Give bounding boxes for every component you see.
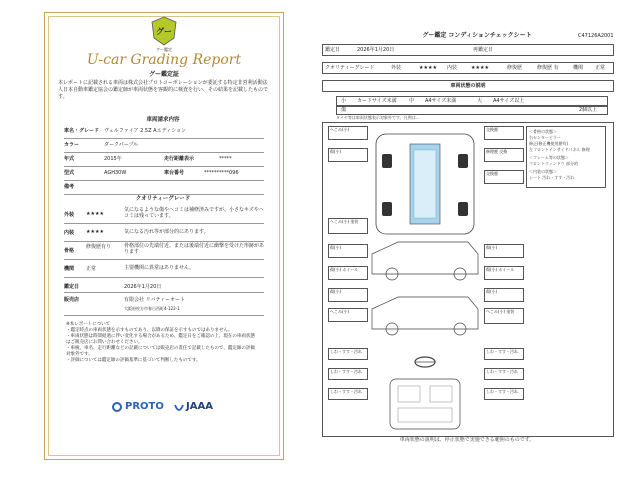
damage-tag: へこみ(小) 塗装 xyxy=(484,308,524,324)
scratch-label: 傷 xyxy=(341,107,347,113)
note-item: ・評価については鑑定師の評価基準に基づいて判断したものです。 xyxy=(66,358,201,363)
quality-row xyxy=(64,242,264,260)
quality-row xyxy=(64,206,264,224)
damage-tag: しわ・すす・汚れ xyxy=(328,368,368,380)
grade-key: 内装 xyxy=(447,65,458,71)
quality-label: 機関 xyxy=(64,266,75,272)
vehicle-row-label: 車名・グレード xyxy=(64,128,100,134)
quality-desc: 骨格部位の先端付近、または後端付近に衝撃を受けた形跡があります xyxy=(124,243,265,255)
legend-line: 左フロントインサイドパネル 修理 xyxy=(529,147,590,152)
vehicle-table xyxy=(64,125,264,195)
damage-tag: 傷(小) ホイール xyxy=(328,266,368,280)
issue-date-row xyxy=(64,280,264,293)
damage-tag: 交換歴 xyxy=(484,126,524,140)
vehicle-row xyxy=(64,125,264,139)
grading-certificate xyxy=(44,12,284,460)
damage-tag: しわ・すす・汚れ xyxy=(484,348,524,360)
size-mid: 中 xyxy=(409,98,415,104)
note-item: ・鑑定時点の車両状態を示すものであり、以降の保証を示すものではありません。 xyxy=(66,328,233,333)
vehicle-row-label: 備考 xyxy=(64,184,75,190)
size-large: 大 xyxy=(477,98,483,104)
legend-line: フロントウィンドウ 部分的 xyxy=(529,161,579,166)
quality-desc: 気になるような傷やヘコミは補修済みですが、小さなキズやヘコミは残っています。 xyxy=(124,207,264,219)
issue-date-label: 鑑定日 xyxy=(64,284,80,290)
damage-tag: へこみ(小) xyxy=(328,308,368,322)
size-mid-desc: A4サイズ未満 xyxy=(425,98,457,104)
brand-logos xyxy=(112,398,222,418)
car-diagram-icon xyxy=(368,124,482,434)
damage-tag: 傷(小) xyxy=(328,288,368,302)
grade-key: 機関 xyxy=(573,65,584,71)
sheet-footer: 車両状態の説明は、停止状態で実施できる範囲のものです。 xyxy=(399,437,535,443)
damage-tag: しわ・すす・汚れ xyxy=(484,388,524,400)
grade-value: 修復歴 有 xyxy=(537,65,559,71)
vehicle-row-value: AGH30W xyxy=(104,170,127,176)
section-title: 車両状態の説明 xyxy=(450,83,486,89)
resale-label: 再鑑定日 xyxy=(473,47,494,53)
damage-tag: 修理歴 交換 xyxy=(484,148,524,162)
date-label: 鑑定日 xyxy=(325,47,341,53)
legend-line: 修正(修正機使用歴有) xyxy=(529,141,569,146)
vehicle-row xyxy=(64,167,264,181)
scratch-legend xyxy=(336,105,608,115)
jaaa-logo-icon xyxy=(174,401,184,413)
note-item: ・車検、車名、走行距離などの記載については販売店の責任で記載したもので、鑑定師の評価対象外です。 xyxy=(66,346,255,357)
damage-tag: しわ・すす・汚れ xyxy=(328,388,368,400)
size-small-desc: カードサイズ未満 xyxy=(357,98,397,104)
damage-tag: 傷(小) xyxy=(484,244,524,258)
proto-logo-text: PROTO xyxy=(125,401,164,412)
quality-label: 外装 xyxy=(64,212,75,218)
quality-stars: 修復歴有り xyxy=(86,244,112,250)
damage-tag: しわ・すす・汚れ xyxy=(484,368,524,380)
report-subtitle: グー鑑定証 xyxy=(148,71,179,78)
vehicle-row-value: 2015年 xyxy=(104,156,122,162)
quality-desc: 気になる汚れ等が部分的にあります。 xyxy=(124,229,209,235)
legend-line: ＜骨格の状態＞ xyxy=(529,129,557,134)
note-item: ・車両状態は時間経過に伴い変化する場合があるため、鑑定日をご確認の上、現在の車両状態はご販売店にお問い合わせください。 xyxy=(66,334,255,345)
section-header xyxy=(322,80,614,92)
vehicle-section-title: 車両請求内容 xyxy=(146,117,180,123)
grade-value: 正常 xyxy=(595,65,606,71)
grade-key: 修復歴 xyxy=(507,65,523,71)
size-large-desc: A4サイズ以上 xyxy=(493,98,525,104)
shop-name: 有限会社 リバティーオート xyxy=(124,297,185,303)
svg-text:グー: グー xyxy=(156,27,172,36)
vehicle-row xyxy=(64,139,264,153)
badge-text: グー鑑定 xyxy=(156,47,172,52)
date-value: 2026年1月20日 xyxy=(357,47,395,53)
vehicle-row-value2: ***** xyxy=(219,156,232,162)
quality-row xyxy=(64,224,264,242)
date-row xyxy=(322,44,614,56)
shop-address: 大阪府枚方市春日西町4-122-1 xyxy=(124,306,180,311)
damage-tag: 交換歴 xyxy=(484,170,524,184)
grade-value: ★★★★ xyxy=(471,65,489,71)
vehicle-row-value2: **********096 xyxy=(204,170,239,176)
sheet-title: グー鑑定 コンディションチェックシート xyxy=(422,32,532,39)
vehicle-row xyxy=(64,153,264,167)
quality-section-title: クオリティーグレード xyxy=(135,196,191,202)
legend-line: ＜フレーム等の状態＞ xyxy=(529,155,569,160)
legend-line: シート 汚れ・すす・汚れ xyxy=(529,175,575,180)
vehicle-row xyxy=(64,181,264,195)
vehicle-row-value: ヴェルファイア 2.5Z Aエディション xyxy=(104,128,187,134)
damage-tag: へこみ(小) 塗装 xyxy=(328,218,368,234)
issue-info xyxy=(64,280,264,316)
quality-row xyxy=(64,260,264,278)
vehicle-row-label: 型式 xyxy=(64,170,75,176)
quality-label: 内装 xyxy=(64,230,75,236)
notes xyxy=(66,322,256,364)
damage-tag: 傷(小) xyxy=(328,148,368,162)
size-small: 小 xyxy=(341,98,347,104)
quality-stars: ★★★★ xyxy=(86,229,104,235)
vehicle-row-label2: 車台番号 xyxy=(164,170,185,176)
notes-title: ※本レポートについて xyxy=(66,322,111,327)
frame-condition-box xyxy=(526,126,606,188)
intro-text: 本レポートに記載される車両は株式会社プロトコーポレーションが委託する特定非営利活動法人日本自動車鑑定協会の鑑定師が車両状態を客観的に検査を行い、その結果を記載したものです。 xyxy=(58,80,269,100)
damage-tag: 傷(小) xyxy=(484,288,524,302)
grade-row xyxy=(322,62,614,74)
vehicle-row-label: 年式 xyxy=(64,156,75,162)
quality-stars: ★★★★ xyxy=(86,211,104,217)
grade-value: ★★★★ xyxy=(419,65,437,71)
quality-table xyxy=(64,206,264,278)
legend-line: 右センターピラー xyxy=(529,135,561,140)
jaaa-logo-text: JAAA xyxy=(186,401,213,412)
shop-row xyxy=(64,293,264,316)
legend-note: タイヤ等は車両状態表示対象外です。凡例は… xyxy=(336,115,420,120)
vehicle-row-label: カラー xyxy=(64,142,80,148)
quality-label: 骨格 xyxy=(64,248,75,254)
report-title: U-car Grading Report xyxy=(86,52,242,68)
quality-desc: 主要機関に異常はありません。 xyxy=(124,265,195,271)
damage-tag: 傷(小) xyxy=(328,244,368,258)
grade-key: 外装 xyxy=(391,65,402,71)
proto-logo-icon xyxy=(112,402,122,412)
issue-date: 2026年1月20日 xyxy=(124,284,162,290)
legend-line: ＜内装の状態＞ xyxy=(529,169,557,174)
goo-badge-icon xyxy=(150,16,178,46)
vehicle-row-label2: 走行距離表示 xyxy=(164,156,195,162)
scratch-size: 2個以上 xyxy=(578,107,597,113)
vehicle-row-value: ダークパープル xyxy=(104,142,139,148)
condition-check-sheet xyxy=(322,30,632,475)
damage-tag: 傷(小) ホイール xyxy=(484,266,524,280)
damage-tag: しわ・すす・汚れ xyxy=(328,348,368,360)
quality-stars: 正常 xyxy=(86,266,97,272)
shop-label: 販売店 xyxy=(64,297,80,303)
damage-tag: へこみ(小) xyxy=(328,126,368,140)
grade-label: クオリティーグレード xyxy=(325,65,375,71)
document-code: C47126A2001 xyxy=(578,33,614,39)
